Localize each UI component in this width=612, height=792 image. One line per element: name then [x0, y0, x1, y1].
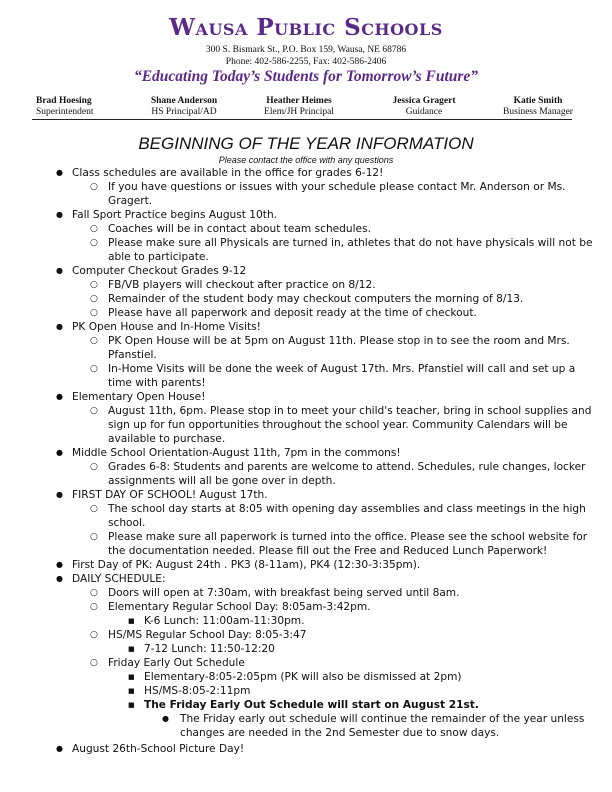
- list-subsubitem: HS/MS-8:05-2:11pm: [144, 685, 251, 697]
- list-subitem: FB/VB players will checkout after practice on 8/12.: [108, 279, 376, 291]
- circle-bullet-icon: ○: [90, 280, 98, 290]
- circle-bullet-icon: ○: [90, 588, 98, 598]
- list-item: PK Open House and In-Home Visits!: [72, 321, 261, 333]
- list-subitem: Elementary Regular School Day: 8:05am-3:42pm.: [108, 601, 371, 613]
- document-subtitle: Please contact the office with any questions: [218, 155, 394, 165]
- list-subitem: Please make sure all paperwork is turned into the office. Please see the school website for: [108, 531, 588, 543]
- bullet-icon: ●: [56, 210, 63, 219]
- circle-bullet-icon: ○: [90, 336, 98, 346]
- list-item: FIRST DAY OF SCHOOL! August 17th.: [72, 489, 268, 501]
- list-subitem-cont: sign up for fun opportunities throughout the school year. Community Calendars will be: [108, 419, 568, 431]
- list-subitem: The school day starts at 8:05 with opening day assemblies and class meetings in the high: [108, 503, 586, 515]
- list-subitem-cont: time with parents!: [108, 377, 206, 389]
- square-bullet-icon: ■: [128, 701, 135, 709]
- bullet-icon: ●: [56, 168, 63, 177]
- staff-business-manager: [486, 96, 590, 118]
- circle-bullet-icon: ○: [90, 294, 98, 304]
- circle-bullet-icon: ○: [90, 238, 98, 248]
- staff-name: Shane Anderson: [150, 96, 218, 106]
- list-subitem-cont: Pfanstiel.: [108, 349, 157, 361]
- bullet-icon: ●: [56, 392, 63, 401]
- circle-bullet-icon: ○: [90, 224, 98, 234]
- school-address: 300 S. Bismark St., P.O. Box 159, Wausa, NE 68786: [205, 45, 407, 55]
- list-subsubsubitem-cont: changes are needed in the 2nd Semester due to snow days.: [180, 727, 500, 739]
- list-item: Middle School Orientation-August 11th, 7pm in the commons!: [72, 447, 401, 459]
- list-subitem: PK Open House will be at 5pm on August 11th. Please stop in to see the room and Mrs.: [108, 335, 570, 347]
- list-subsubitem: K-6 Lunch: 11:00am-11:30pm.: [144, 615, 305, 627]
- school-name: Wausa Public Schools: [169, 14, 443, 41]
- staff-name: Brad Hoesing: [36, 96, 92, 106]
- square-bullet-icon: ■: [128, 617, 135, 625]
- square-bullet-icon: ■: [128, 645, 135, 653]
- circle-bullet-icon: ○: [90, 602, 98, 612]
- square-bullet-icon: ■: [128, 673, 135, 681]
- circle-bullet-icon: ○: [90, 364, 98, 374]
- list-subsubitem: Elementary-8:05-2:05pm (PK will also be dismissed at 2pm): [144, 671, 462, 683]
- staff-role: Superintendent: [36, 107, 94, 117]
- circle-bullet-icon: ○: [90, 658, 98, 668]
- bullet-icon: ●: [162, 714, 169, 723]
- list-subitem: August 11th, 6pm. Please stop in to meet your child's teacher, bring in school supplies and: [108, 405, 592, 417]
- bullet-icon: ●: [56, 490, 63, 499]
- list-subitem-cont: the documentation needed. Please fill out the Free and Reduced Lunch Paperwork!: [108, 545, 548, 557]
- bullet-icon: ●: [56, 744, 63, 753]
- school-phone: Phone: 402-586-2255, Fax: 402-586-2406: [225, 57, 387, 67]
- staff-elem-principal: [244, 96, 354, 118]
- circle-bullet-icon: ○: [90, 532, 98, 542]
- list-subsubitem: 7-12 Lunch: 11:50-12:20: [144, 643, 275, 655]
- staff-name: Katie Smith: [513, 96, 563, 106]
- circle-bullet-icon: ○: [90, 406, 98, 416]
- list-subitem-cont: Gragert.: [108, 195, 153, 207]
- list-subitem: Grades 6-8: Students and parents are welcome to attend. Schedules, rule changes, locker: [108, 461, 586, 473]
- list-item: First Day of PK: August 24th . PK3 (8-11am), PK4 (12:30-3:35pm).: [72, 559, 421, 571]
- circle-bullet-icon: ○: [90, 308, 98, 318]
- bullet-icon: ●: [56, 560, 63, 569]
- list-subitem: Doors will open at 7:30am, with breakfast being served until 8am.: [108, 587, 460, 599]
- list-subitem-cont: able to participate.: [108, 251, 209, 263]
- header-divider: [32, 119, 572, 120]
- list-item: Class schedules are available in the office for grades 6-12!: [72, 167, 384, 179]
- list-item: Elementary Open House!: [72, 391, 206, 403]
- list-subitem-cont: school.: [108, 517, 146, 529]
- staff-superintendent: [36, 96, 94, 118]
- list-subsubitem-bold: The Friday Early Out Schedule will start on August 21st.: [144, 699, 479, 711]
- list-item: Fall Sport Practice begins August 10th.: [72, 209, 278, 221]
- staff-guidance: [374, 96, 474, 118]
- circle-bullet-icon: ○: [90, 630, 98, 640]
- bullet-icon: ●: [56, 574, 63, 583]
- staff-role: HS Principal/AD: [151, 107, 217, 117]
- square-bullet-icon: ■: [128, 687, 135, 695]
- list-subitem: Remainder of the student body may checkout computers the morning of 8/13.: [108, 293, 524, 305]
- staff-role: Business Manager: [503, 107, 573, 117]
- list-subitem: Friday Early Out Schedule: [108, 657, 245, 669]
- staff-hs-principal: [134, 96, 234, 118]
- circle-bullet-icon: ○: [90, 504, 98, 514]
- list-subitem: HS/MS Regular School Day: 8:05-3:47: [108, 629, 307, 641]
- list-subitem: In-Home Visits will be done the week of August 17th. Mrs. Pfanstiel will call and set up a: [108, 363, 576, 375]
- list-subsubsubitem: The Friday early out schedule will continue the remainder of the year unless: [180, 713, 585, 725]
- bullet-icon: ●: [56, 322, 63, 331]
- bullet-icon: ●: [56, 266, 63, 275]
- list-subitem: If you have questions or issues with your schedule please contact Mr. Anderson or Ms.: [108, 181, 566, 193]
- staff-name: Jessica Gragert: [392, 96, 456, 106]
- document-title: BEGINNING OF THE YEAR INFORMATION: [138, 134, 474, 153]
- circle-bullet-icon: ○: [90, 182, 98, 192]
- list-subitem: Please have all paperwork and deposit ready at the time of checkout.: [108, 307, 477, 319]
- staff-role: Elem/JH Principal: [264, 107, 334, 117]
- bullet-icon: ●: [56, 448, 63, 457]
- school-motto: “Educating Today’s Students for Tomorrow’s Future”: [133, 68, 479, 85]
- circle-bullet-icon: ○: [90, 462, 98, 472]
- list-subitem: Coaches will be in contact about team schedules.: [108, 223, 371, 235]
- staff-role: Guidance: [405, 107, 443, 117]
- list-item: Computer Checkout Grades 9-12: [72, 265, 247, 277]
- list-subitem-cont: available to purchase.: [108, 433, 226, 445]
- list-subitem-cont: assignments will all be gone over in depth.: [108, 475, 336, 487]
- list-item: August 26th-School Picture Day!: [72, 743, 245, 755]
- list-subitem: Please make sure all Physicals are turned in, athletes that do not have physicals will not be: [108, 237, 593, 249]
- list-item: DAILY SCHEDULE:: [72, 573, 166, 585]
- staff-name: Heather Heimes: [266, 96, 332, 106]
